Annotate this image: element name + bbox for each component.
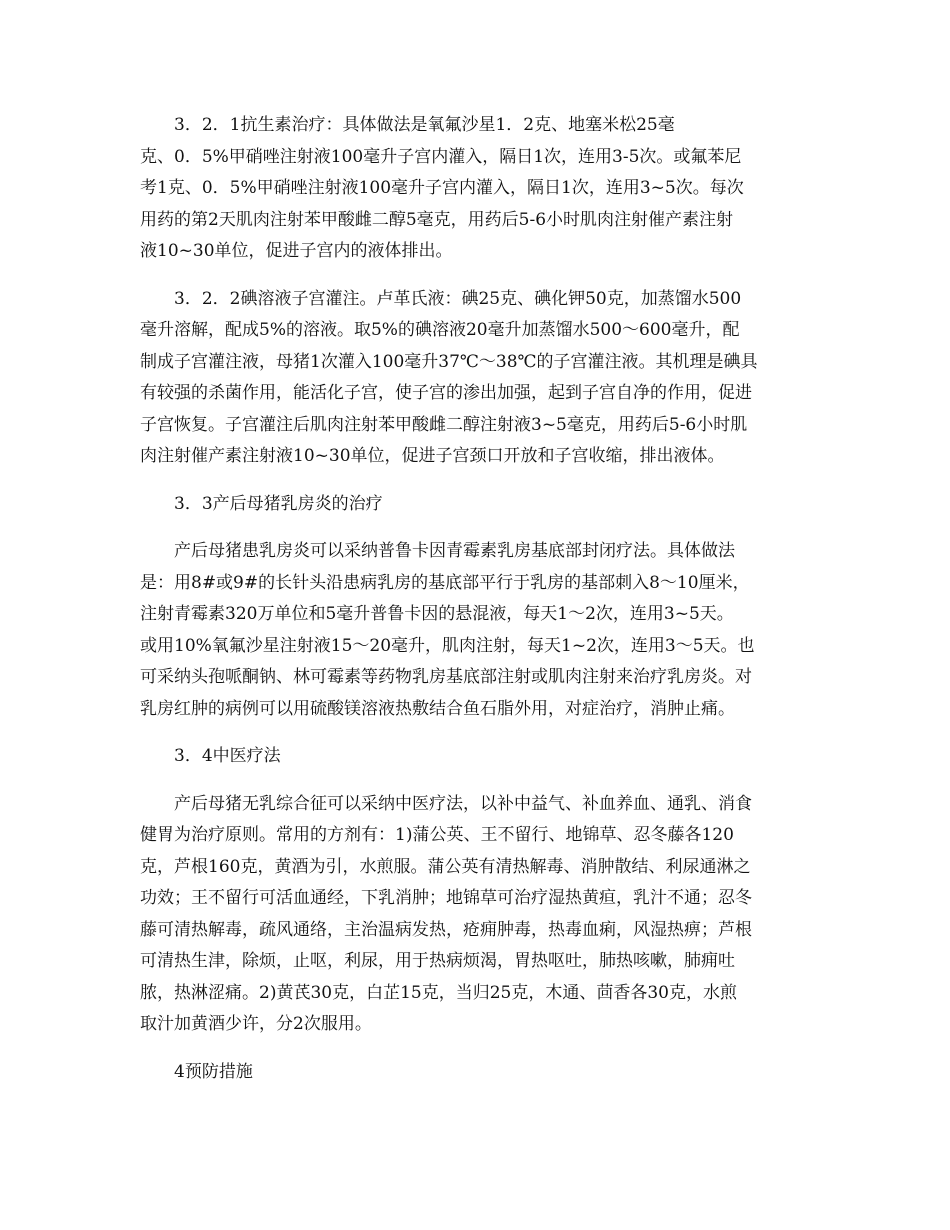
text-line: 取汁加黄酒少许，分2次服用。 [140,1014,372,1034]
text-line: 产后母猪无乳综合征可以采纳中医疗法，以补中益气、补血养血、通乳、消食 [174,793,752,814]
text-line: 是：用8#或9#的长针头沿患病乳房的基底部平行于乳房的基部刺入8～10厘米， [140,572,750,593]
section-heading-prevention: 4预防措施 [174,1061,253,1082]
section-heading-tcm: 3．4中医疗法 [174,746,281,766]
text-line: 藤可清热解毒，疏风通络，主治温病发热，疮痈肿毒，热毒血痢，风湿热痹；芦根 [140,919,752,940]
text-line: 克、0．5%甲硝唑注射液100毫升子宫内灌入，隔日1次，连用3-5次。或氟苯尼 [140,146,742,167]
text-line: 有较强的杀菌作用，能活化子宫，使子宫的渗出加强，起到子宫自净的作用，促进 [140,383,752,403]
section-heading-mastitis: 3．3产后母猪乳房炎的治疗 [174,493,383,514]
text-line: 注射青霉素320万单位和5毫升普鲁卡因的悬混液，每天1～2次，连用3~5天。 [140,604,734,624]
text-line: 克，芦根160克，黄酒为引，水煎服。蒲公英有清热解毒、消肿散结、利尿通淋之 [140,856,751,877]
text-line: 可采纳头孢哌酮钠、林可霉素等药物乳房基底部注射或肌肉注射来治疗乳房炎。对 [140,667,752,687]
text-line: 子宫恢复。子宫灌注后肌肉注射苯甲酸雌二醇注射液3~5毫克，用药后5-6小时肌 [140,414,748,435]
text-line: 用药的第2天肌肉注射苯甲酸雌二醇5毫克，用药后5-6小时肌肉注射催产素注射 [140,209,734,230]
text-line: 3．2．1抗生素治疗：具体做法是氧氟沙星1．2克、地塞米松25毫 [174,115,675,135]
paragraph-iodine-irrigation [140,284,810,473]
text-line: 3．2．2碘溶液子宫灌注。卢革氏液：碘25克、碘化钾50克，加蒸馏水500 [174,288,742,309]
text-line: 脓，热淋涩痛。2)黄芪30克，白芷15克，当归25克，木通、茴香各30克，水煎 [140,982,737,1003]
text-line: 功效；王不留行可活血通经，下乳消肿；地锦草可治疗湿热黄疸，乳汁不通；忍冬 [140,888,752,908]
text-line: 可清热生津，除烦，止呕，利尿，用于热病烦渴，胃热呕吐，肺热咳嗽，肺痈吐 [140,951,735,971]
text-line: 或用10%氧氟沙星注射液15～20毫升，肌肉注射，每天1~2次，连用3～5天。也 [140,635,755,656]
paragraph-tcm-treatment [140,789,810,1041]
paragraph-mastitis-treatment [140,536,810,725]
paragraph-antibiotic-treatment [140,110,810,268]
text-line: 乳房红肿的病例可以用硫酸镁溶液热敷结合鱼石脂外用，对症治疗，消肿止痛。 [140,698,735,719]
text-line: 制成子宫灌注液，母猪1次灌入100毫升37℃～38℃的子宫灌注液。其机理是碘具 [140,351,758,372]
text-line: 肉注射催产素注射液10~30单位，促进子宫颈口开放和子宫收缩，排出液体。 [140,446,725,466]
text-line: 毫升溶解，配成5%的溶液。取5%的碘溶液20毫升加蒸馏水500～600毫升，配 [140,320,740,340]
text-line: 考1克、0．5%甲硝唑注射液100毫升子宫内灌入，隔日1次，连用3~5次。每次 [140,178,744,198]
text-line: 健胃为治疗原则。常用的方剂有：1)蒲公英、王不留行、地锦草、忍冬藤各120 [140,825,734,845]
text-line: 液10~30单位，促进子宫内的液体排出。 [140,241,453,261]
text-line: 产后母猪患乳房炎可以采纳普鲁卡因青霉素乳房基底部封闭疗法。具体做法 [174,541,735,561]
